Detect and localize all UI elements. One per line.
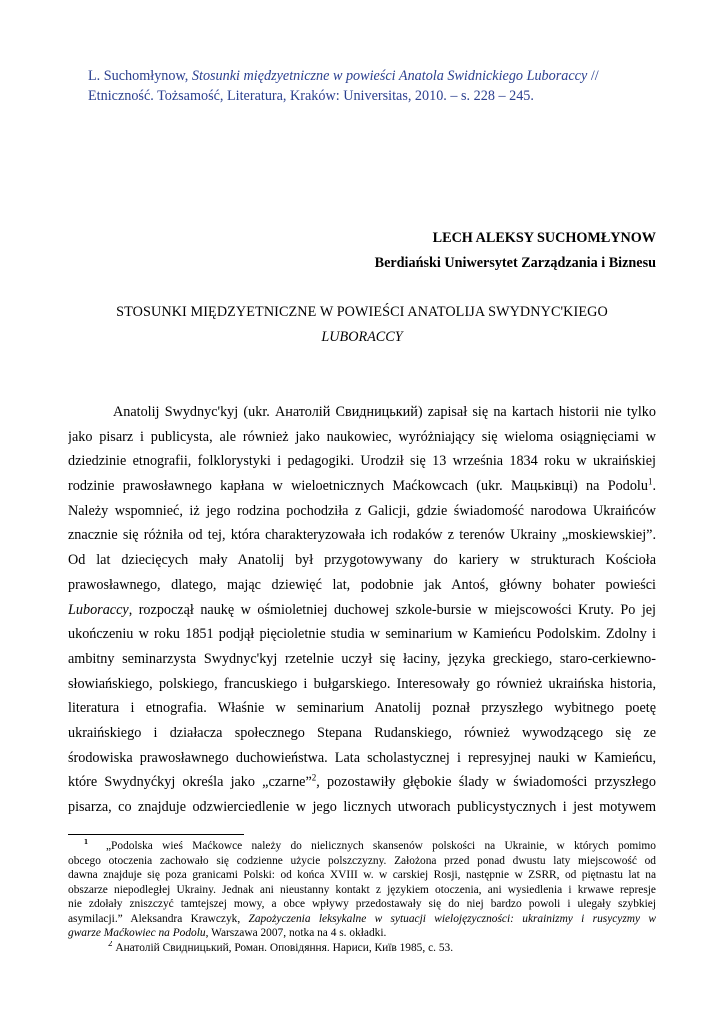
body-line: Od lat dziecięcych mały Anatolij był przygotowywany do kariery w strukturach Kościoła [68,552,656,569]
body-line [68,474,656,499]
body-line: ukraińskiego i działacza społecznego Stepana Rudanskiego, również wywodzącego się ze [68,724,656,741]
citation [88,66,658,106]
footnote-text: „Podolska wieś Maćkowce należy do nielicznych skansenów polskości na Ukrainie, w których pomimo [106,840,656,852]
body-line: ambitny seminarzysta Swydnyc'kyj rzetelnie uczył się łaciny, języka greckiego, staro-cerkiewno- [68,650,656,667]
footnote-text: Анатолій Свидницький, Роман. Оповідяння. Нариси, Київ 1985, с. 53. [112,941,454,954]
citation-separator: // [587,68,599,84]
citation-line-2: Etniczność. Tożsamość, Literatura, Kraków: Universitas, 2010. – s. 228 – 245. [88,88,534,104]
footnote-1-line: nie zdołały zniszczyć tamtejszej mowy, a obce wpływy przedostawały się do niej bardzo powoli i ulegały szybkiej [68,898,656,910]
body-text-span: rodzinie prawosławnego kapłana w wieloetnicznych Maćkowcach (ukr. Мацьківці) na Podolu [68,478,648,495]
article-title-italic: LUBORACCY [321,329,403,345]
body-line: literatura i etnografia. Właśnie w seminarium Anatolij poznał przyszłego wybitnego poetę [68,700,656,717]
body-text-span: , rozpoczął naukę w ośmioletniej duchowej szkole-bursie w miejscowości Kruty. Po jej [128,601,656,618]
footnote-1-line [68,926,656,941]
body-line: jako pisarz i publicysta, ale również jako naukowiec, wyróżniający się wieloma osiągnięciami w [68,428,656,445]
citation-author: L. Suchomłynow, [88,68,192,84]
body-line: znacznie się różniła od tej, która charakteryzowała ich rodaków z terenów Ukrainy „moskiewskiej”. [68,527,656,544]
body-line: pisarza, co znajduje odzwierciedlenie w jego licznych utworach publicystycznych i jest motywem [68,799,656,815]
body-line: środowiska prawosławnego duchowieństwa. Lata scholastycznej i represyjnej nauki w Kamieńcu, [68,749,656,766]
body-line: Należy wspomnieć, iż jego rodzina pochodziła z Galicji, gdzie świadomość narodowa Ukraińców [68,502,656,519]
author-name: LECH ALEKSY SUCHOMŁYNOW [432,230,656,246]
footnote-1-line [68,839,656,854]
body-line: prawosławnego, dlatego, mając dziewięć lat, podobnie jak Antoś, główny bohater powieści [68,576,656,593]
body-line: słowiańskiego, polskiego, francuskiego i bułgarskiego. Interesowały go również ukraińska historia, [68,675,656,692]
footnote-1-mark: 1 [84,839,88,847]
footnote-1-line: dawna znajduje się poza granicami Polski: od końca XVIII w. w carskiej Rosji, następnie w ZSRR, od piętnastu lat na [68,869,656,881]
novel-title: Luboraccy [68,601,129,618]
body-text-span: , pozostawiły głębokie ślady w świadomości przyszłego [316,774,656,791]
body-line: Anatolij Swydnyc'kyj (ukr. Анатолій Свидницький) zapisał się na kartach historii nie tylko [113,404,656,420]
body-text [68,400,656,820]
footnote-ref-2[interactable]: 2 [311,772,317,783]
body-line: dziedzinie etnografii, folklorystyki i pedagogiki. Urodził się 13 września 1834 roku w ukraińskiej [68,453,656,470]
footnote-book-title: gwarze Maćkowiec na Podolu [68,927,206,939]
footnote-2-line [68,941,656,956]
citation-line-1 [88,66,658,86]
body-line [68,770,656,795]
body-line: ukończeniu w roku 1851 podjął pięcioletnie studia w seminarium w Kamieńcu Podolskim. Zdolny i [68,626,656,643]
footnotes [68,839,656,955]
footnote-book-title: Zapożyczenia leksykalne w sytuacji wielojęzyczności: ukrainizmy i rusycyzmy w [248,912,656,925]
footnote-1-line: obcego otoczenia zachowało się codzienne użycie polszczyzny. Założona przed ponad dwustu laty miejscowość od [68,854,656,867]
footnote-1-line: obszarze niepodległej Ukrainy. Jednak ani nieustanny kontakt z językiem otoczenia, ani wysiedlenia i krwawe represje [68,883,656,896]
footnote-2-mark: 2 [108,940,113,948]
footnote-ref-1[interactable]: 1 [647,476,653,487]
body-text-span: które Swydnyćkyj określa jako „czarne” [68,774,312,791]
body-text-span: . [652,478,656,495]
footnote-1-line [68,912,656,927]
footnote-divider [68,834,244,835]
footnote-text: , Warszawa 2007, notka na 4 s. okładki. [205,927,387,939]
author-affiliation: Berdiański Uniwersytet Zarządzania i Biznesu [374,255,656,271]
citation-title: Stosunki międzyetniczne w powieści Anatola Swidnickiego Luboraccy [191,68,588,84]
footnote-text: asymilacji.” Aleksandra Krawczyk, [68,912,249,925]
article-title: STOSUNKI MIĘDZYETNICZNE W POWIEŚCI ANATOLIJA SWYDNYC'KIEGO [116,304,608,320]
body-line [68,598,656,623]
